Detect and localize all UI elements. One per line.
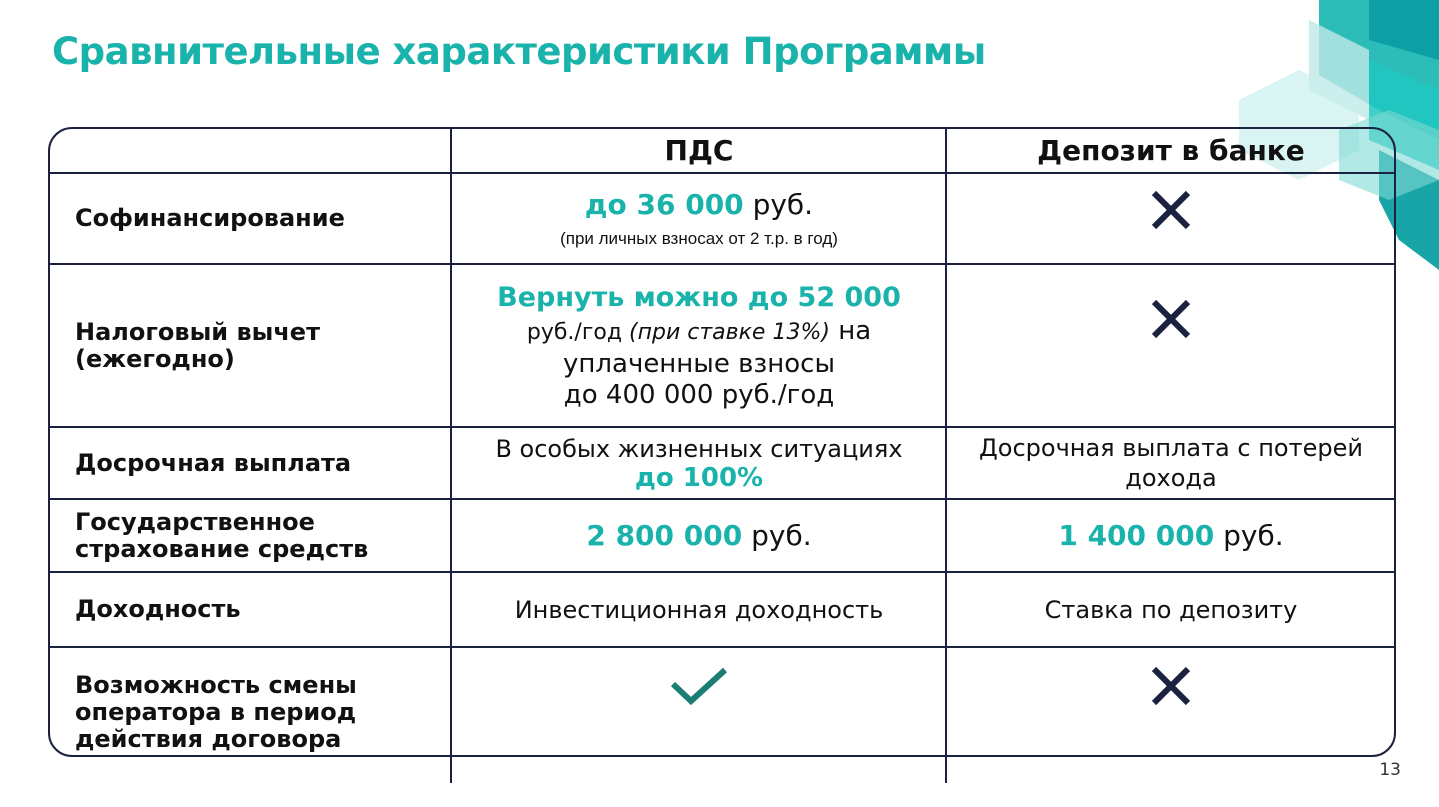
row-label-insurance	[75, 500, 445, 571]
cell-bank-early	[948, 428, 1394, 498]
cell-bank-insurance	[948, 500, 1394, 571]
row-label-text: страхование средств	[75, 534, 369, 563]
unit-text: руб.	[743, 188, 814, 221]
cell-bank-operator	[948, 648, 1394, 758]
row-label-text: оператора в период	[75, 698, 357, 726]
pds-early-accent: до 100%	[634, 463, 764, 493]
italic-note: (при ставке 13%)	[629, 319, 830, 345]
text-part: на	[829, 315, 872, 346]
pds-early-line1: В особых жизненных ситуациях	[495, 435, 903, 463]
pds-cofinancing-note: (при личных взносах от 2 т.р. в год)	[560, 229, 838, 248]
pds-tax-headline: Вернуть можно до 52 000	[497, 281, 901, 313]
bank-insurance-amount	[1058, 519, 1283, 552]
page-title: Сравнительные характеристики Программы	[52, 30, 986, 73]
header-bank-deposit: Депозит в банке	[1037, 134, 1305, 167]
cell-pds-early	[452, 428, 946, 498]
accent-value: 1 400 000	[1058, 519, 1215, 552]
pds-tax-line2	[527, 315, 871, 349]
pds-insurance-amount	[586, 519, 811, 552]
row-label-cofinancing	[75, 174, 445, 263]
pds-tax-line3: уплаченные взносы	[563, 348, 835, 379]
cell-pds-cofinancing	[452, 174, 946, 263]
unit-text: руб.	[1214, 519, 1284, 552]
accent-value: до 36 000	[584, 188, 744, 221]
cell-bank-cofinancing	[948, 174, 1394, 263]
text-part: руб./год	[526, 319, 630, 345]
unit-text: руб.	[742, 519, 812, 552]
row-label-early	[75, 428, 445, 498]
page-number: 13	[1379, 760, 1401, 780]
pds-cofinancing-amount	[585, 188, 813, 221]
row-label-text: Софинансирование	[75, 204, 345, 232]
check-icon	[669, 666, 729, 708]
row-label-text: Возможность смены	[75, 671, 357, 699]
cell-bank-tax	[948, 265, 1394, 426]
header-pds: ПДС	[664, 134, 734, 167]
accent-value: 2 800 000	[586, 519, 743, 552]
cross-icon	[1149, 664, 1193, 708]
cell-pds-yield	[452, 573, 946, 646]
row-label-operator	[75, 648, 445, 758]
pds-tax-line4: до 400 000 руб./год	[563, 379, 835, 410]
cell-pds-operator	[452, 648, 946, 758]
row-label-text: Государственное	[75, 507, 315, 536]
cross-icon	[1149, 297, 1193, 341]
row-label-text: Налоговый вычет (ежегодно)	[75, 317, 320, 373]
cell-pds-tax	[452, 265, 946, 426]
row-label-text: Доходность	[75, 595, 241, 623]
row-label-yield	[75, 573, 445, 646]
pds-yield-text: Инвестиционная доходность	[514, 595, 884, 624]
row-label-text: действия договора	[75, 725, 342, 753]
cell-bank-yield	[948, 573, 1394, 646]
bank-early-line2: дохода	[1125, 464, 1217, 492]
row-label-tax	[75, 265, 445, 426]
bank-early-line1: Досрочная выплата с потерей	[979, 434, 1363, 462]
row-label-text: Досрочная выплата	[75, 448, 352, 477]
cell-pds-insurance	[452, 500, 946, 571]
cross-icon	[1149, 188, 1193, 232]
bank-yield-text: Ставка по депозиту	[1044, 595, 1298, 624]
